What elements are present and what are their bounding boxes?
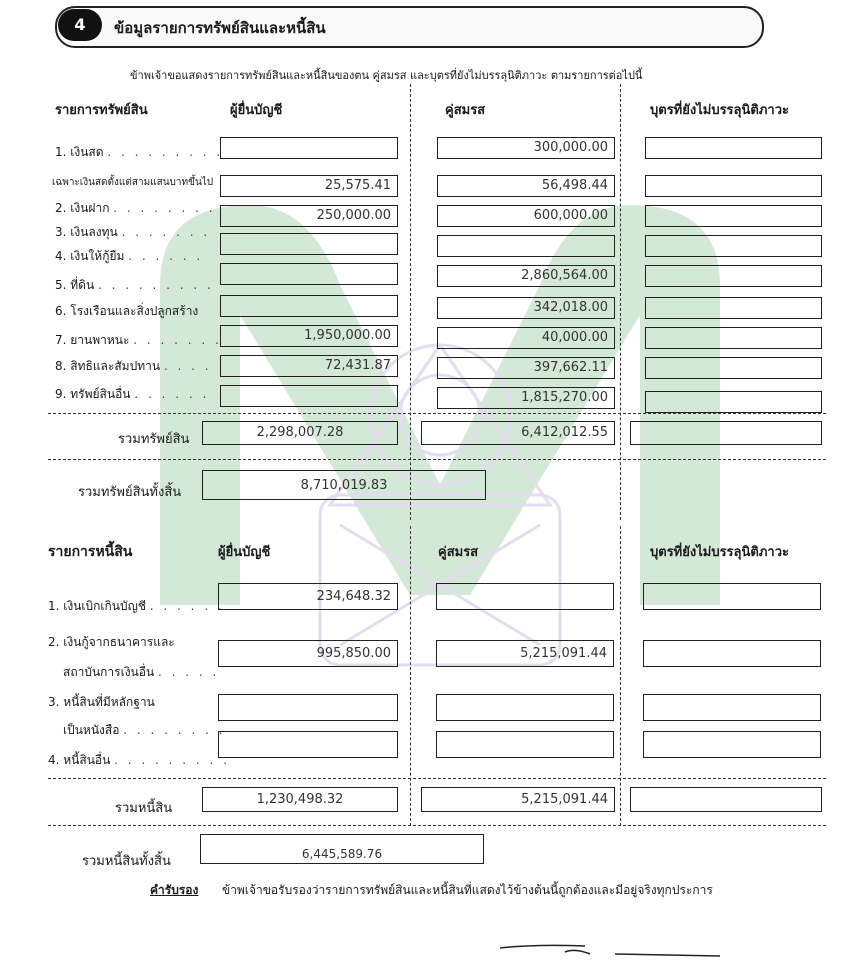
- liability-label: 1. เงินเบิกเกินบัญชี: [48, 599, 146, 613]
- asset-declarant-field[interactable]: 25,575.41: [220, 175, 398, 197]
- liability-spouse-field[interactable]: [436, 731, 614, 758]
- liability-label-line2: สถาบันการเงินอื่น: [63, 665, 155, 679]
- assets-total-label: รวมทรัพย์สิน: [118, 432, 190, 447]
- asset-spouse-field[interactable]: 600,000.00: [437, 205, 615, 227]
- asset-spouse-field[interactable]: [437, 235, 615, 257]
- asset-declarant-field[interactable]: 250,000.00: [220, 205, 398, 227]
- liability-children-field[interactable]: [643, 694, 821, 721]
- liability-children-field[interactable]: [643, 731, 821, 758]
- asset-children-field[interactable]: [645, 235, 822, 257]
- asset-declarant-field[interactable]: [220, 385, 398, 407]
- dashed-separator: [48, 778, 826, 779]
- assets-col-declarant: ผู้ยื่นบัญชี: [230, 103, 283, 118]
- leader-dots: . . . . . . . .: [123, 723, 226, 737]
- assets-total-spouse[interactable]: 6,412,012.55: [421, 421, 615, 445]
- asset-label: 5. ที่ดิน: [55, 278, 95, 292]
- asset-label: 7. ยานพาหนะ: [55, 333, 130, 347]
- asset-label: เฉพาะเงินสดตั้งแต่สามแสนบาทขึ้นไป: [52, 177, 214, 188]
- asset-declarant-field[interactable]: [220, 233, 398, 255]
- liability-label: 2. เงินกู้จากธนาคารและ: [48, 635, 175, 649]
- liability-declarant-field[interactable]: [218, 731, 398, 758]
- liability-children-field[interactable]: [643, 640, 821, 667]
- signature-mark-icon: [495, 938, 725, 962]
- leader-dots: . . . . . .: [128, 249, 204, 263]
- assets-col-children: บุตรที่ยังไม่บรรลุนิติภาวะ: [650, 103, 789, 118]
- liability-children-field[interactable]: [643, 583, 821, 610]
- asset-declarant-field[interactable]: [220, 263, 398, 285]
- intro-text: ข้าพเจ้าขอแสดงรายการทรัพย์สินและหนี้สินของตน คู่สมรส และบุตรที่ยังไม่บรรลุนิติภาวะ ตามรายการต่อไปนี้: [130, 69, 643, 82]
- leader-dots: . . . . . .: [134, 387, 210, 401]
- column-divider: [410, 526, 411, 826]
- asset-spouse-field[interactable]: 40,000.00: [437, 327, 615, 349]
- certification-title: คำรับรอง: [150, 883, 199, 897]
- leader-dots: . . . . . . . .: [113, 201, 216, 215]
- liability-declarant-field[interactable]: 234,648.32: [218, 583, 398, 610]
- leader-dots: . . . . . .: [149, 599, 225, 613]
- liability-spouse-field[interactable]: 5,215,091.44: [436, 640, 614, 667]
- liabilities-total-declarant[interactable]: 1,230,498.32: [202, 787, 398, 812]
- asset-label: 2. เงินฝาก: [55, 201, 110, 215]
- asset-spouse-field[interactable]: 342,018.00: [437, 297, 615, 319]
- liabilities-col-spouse: คู่สมรส: [438, 545, 479, 560]
- leader-dots: . . . . . . . . .: [107, 145, 224, 159]
- asset-children-field[interactable]: [645, 205, 822, 227]
- assets-total-declarant[interactable]: 2,298,007.28: [202, 421, 398, 445]
- leader-dots: . . . . . . . . .: [114, 753, 231, 767]
- asset-declarant-field[interactable]: [220, 295, 398, 317]
- liability-label: 3. หนี้สินที่มีหลักฐาน: [48, 695, 155, 709]
- asset-spouse-field[interactable]: 1,815,270.00: [437, 387, 615, 409]
- leader-dots: . . . . . . .: [133, 333, 222, 347]
- section-title: ข้อมูลรายการทรัพย์สินและหนี้สิน: [114, 19, 326, 37]
- assets-grand-total-field[interactable]: 8,710,019.83: [202, 470, 486, 500]
- asset-label: 1. เงินสด: [55, 145, 104, 159]
- dashed-separator: [48, 459, 826, 460]
- asset-declarant-field[interactable]: [220, 137, 398, 159]
- asset-children-field[interactable]: [645, 297, 822, 319]
- leader-dots: . . . . . . .: [121, 225, 211, 239]
- assets-heading: รายการทรัพย์สิน: [55, 103, 148, 118]
- leader-dots: . . . .: [163, 359, 212, 373]
- liabilities-grand-total-label: รวมหนี้สินทั้งสิ้น: [82, 854, 171, 869]
- asset-spouse-field[interactable]: 2,860,564.00: [437, 265, 615, 287]
- dashed-separator: [48, 413, 826, 414]
- asset-children-field[interactable]: [645, 175, 822, 197]
- section-number: 4: [58, 9, 102, 41]
- asset-children-field[interactable]: [645, 357, 822, 379]
- assets-col-spouse: คู่สมรส: [445, 103, 486, 118]
- column-divider: [410, 84, 411, 520]
- asset-declarant-field[interactable]: 72,431.87: [220, 355, 398, 377]
- liability-declarant-field[interactable]: 995,850.00: [218, 640, 398, 667]
- leader-dots: . . . . . . . . .: [98, 278, 214, 292]
- asset-children-field[interactable]: [645, 265, 822, 287]
- column-divider: [620, 84, 621, 520]
- asset-declarant-field[interactable]: 1,950,000.00: [220, 325, 398, 347]
- liability-spouse-field[interactable]: [436, 694, 614, 721]
- assets-total-children[interactable]: [630, 421, 822, 445]
- liabilities-total-label: รวมหนี้สิน: [115, 801, 173, 816]
- liabilities-heading: รายการหนี้สิน: [48, 544, 133, 560]
- liability-label: 4. หนี้สินอื่น: [48, 753, 111, 767]
- liabilities-total-children[interactable]: [630, 787, 822, 812]
- asset-children-field[interactable]: [645, 327, 822, 349]
- certification-text: ข้าพเจ้าขอรับรองว่ารายการทรัพย์สินและหนี้สินที่แสดงไว้ข้างต้นนี้ถูกต้องและมีอยู่จริงทุกประการ: [222, 883, 713, 897]
- asset-spouse-field[interactable]: 300,000.00: [437, 137, 615, 159]
- liabilities-col-declarant: ผู้ยื่นบัญชี: [218, 545, 271, 560]
- liability-label-line2: เป็นหนังสือ: [63, 723, 120, 737]
- dashed-separator: [48, 825, 826, 826]
- asset-spouse-field[interactable]: 56,498.44: [437, 175, 615, 197]
- liabilities-grand-total-field[interactable]: 6,445,589.76: [200, 834, 484, 864]
- asset-children-field[interactable]: [645, 137, 822, 159]
- leader-dots: . . . . .: [158, 665, 220, 679]
- liabilities-col-children: บุตรที่ยังไม่บรรลุนิติภาวะ: [650, 545, 789, 560]
- asset-label: 3. เงินลงทุน: [55, 225, 118, 239]
- asset-label: 9. ทรัพย์สินอื่น: [55, 387, 131, 401]
- assets-grand-total-label: รวมทรัพย์สินทั้งสิ้น: [78, 485, 182, 500]
- asset-label: 8. สิทธิและสัมปทาน: [55, 359, 161, 373]
- liability-spouse-field[interactable]: [436, 583, 614, 610]
- asset-children-field[interactable]: [645, 391, 822, 413]
- liability-declarant-field[interactable]: [218, 694, 398, 721]
- column-divider: [620, 526, 621, 826]
- liabilities-total-spouse[interactable]: 5,215,091.44: [421, 787, 615, 812]
- asset-label: 4. เงินให้กู้ยืม: [55, 249, 125, 263]
- asset-label: 6. โรงเรือนและสิ่งปลูกสร้าง: [55, 304, 199, 318]
- asset-spouse-field[interactable]: 397,662.11: [437, 357, 615, 379]
